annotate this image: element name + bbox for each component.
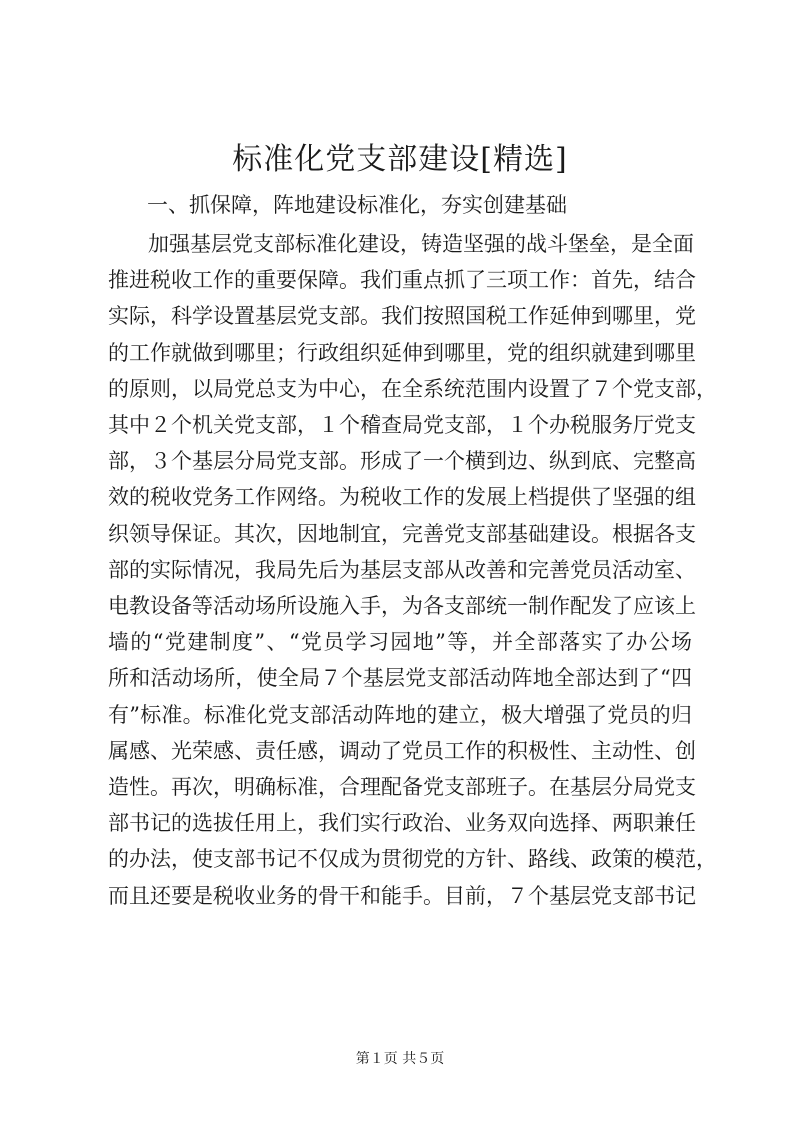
- paragraph-line: 的原则，以局党总支为中心，在全系统范围内设置了７个党支部，: [108, 376, 717, 401]
- paragraph-line: 造性。再次，明确标准，合理配备党支部班子。在基层分局党支: [108, 775, 696, 800]
- paragraph-line: 加强基层党支部标准化建设，铸造坚强的战斗堡垒，是全面: [148, 232, 694, 256]
- page-footer: 第１页 共５页: [355, 1051, 445, 1067]
- paragraph-line: 所和活动场所，使全局７个基层党支部活动阵地全部达到了“四: [108, 666, 692, 691]
- paragraph-line: 其中２个机关党支部，１个稽查局党支部，１个办税服务厅党支: [108, 413, 696, 438]
- paragraph-line: 织领导保证。其次，因地制宜，完善党支部基础建设。根据各支: [108, 521, 696, 546]
- document-title: 标准化党支部建设[精选]: [232, 142, 568, 177]
- body-paragraph: [108, 226, 717, 914]
- paragraph-line: 有”标准。标准化党支部活动阵地的建立，极大增强了党员的归: [108, 702, 692, 727]
- paragraph-line: 效的税收党务工作网络。为税收工作的发展上档提供了坚强的组: [108, 485, 696, 510]
- paragraph-line: 墙的“党建制度”、“党员学习园地”等，并全部落实了办公场: [108, 630, 692, 655]
- paragraph-line: 实际，科学设置基层党支部。我们按照国税工作延伸到哪里，党: [108, 304, 696, 329]
- paragraph-line: 部书记的选拔任用上，我们实行政治、业务双向选择、两职兼任: [108, 811, 696, 836]
- paragraph-line: 属感、光荣感、责任感，调动了党员工作的积极性、主动性、创: [108, 738, 696, 763]
- paragraph-line: 部的实际情况，我局先后为基层支部从改善和完善党员活动室、: [108, 557, 696, 582]
- paragraph-line: 部，３个基层分局党支部。形成了一个横到边、纵到底、完整高: [108, 449, 696, 474]
- paragraph-line: 电教设备等活动场所设施入手，为各支部统一制作配发了应该上: [108, 594, 696, 619]
- paragraph-line: 的办法，使支部书记不仅成为贯彻党的方针、路线、政策的模范，: [108, 847, 717, 872]
- paragraph-line: 推进税收工作的重要保障。我们重点抓了三项工作：首先，结合: [108, 268, 696, 293]
- paragraph-line: 的工作就做到哪里；行政组织延伸到哪里，党的组织就建到哪里: [108, 340, 696, 365]
- section-heading: 一、抓保障，阵地建设标准化，夯实创建基础: [147, 193, 567, 217]
- paragraph-line: 而且还要是税收业务的骨干和能手。目前，７个基层党支部书记: [108, 883, 696, 908]
